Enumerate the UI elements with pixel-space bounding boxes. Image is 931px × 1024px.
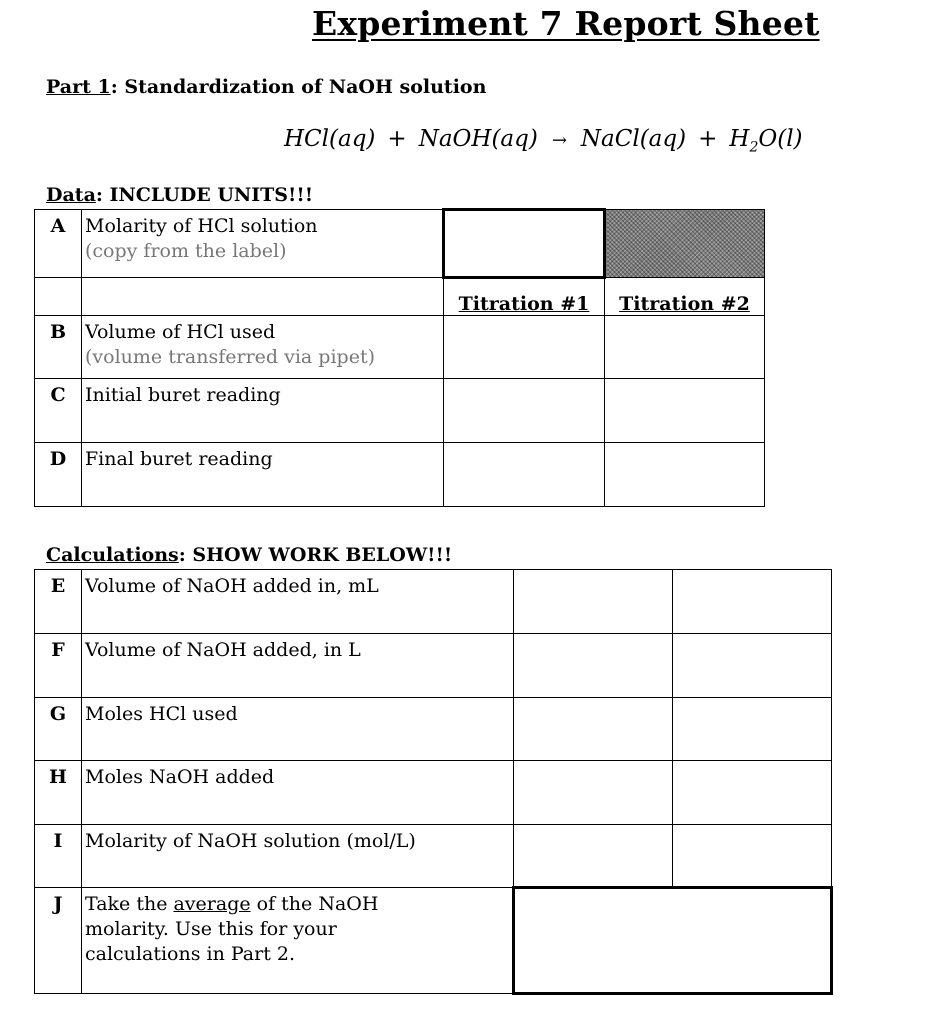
row-description: Moles HCl used xyxy=(82,698,514,761)
data-colon: : xyxy=(95,184,103,206)
input-cell-titration-1[interactable] xyxy=(444,316,605,379)
input-cell-titration-2[interactable] xyxy=(605,379,765,443)
row-description: Volume of NaOH added in, mL xyxy=(82,570,514,634)
row-text-pre: Take the xyxy=(85,893,174,915)
table-row-h xyxy=(35,761,832,825)
row-letter: H xyxy=(35,761,82,825)
table-row-a xyxy=(35,210,765,278)
row-description: Moles NaOH added xyxy=(82,761,514,825)
data-table xyxy=(34,208,765,507)
input-cell-titration-2[interactable] xyxy=(673,570,832,634)
part1-label: Part 1 xyxy=(46,76,111,98)
row-description: Final buret reading xyxy=(82,443,444,507)
input-cell-titration-2[interactable] xyxy=(673,698,832,761)
row-letter: J xyxy=(35,888,82,994)
eq-water-h: H xyxy=(729,126,750,152)
row-description xyxy=(82,210,444,278)
average-molarity-input-cell[interactable] xyxy=(514,888,832,994)
row-label: Volume of HCl used xyxy=(85,321,276,343)
table-row-j xyxy=(35,888,832,994)
input-cell-titration-2[interactable] xyxy=(605,443,765,507)
row-letter: D xyxy=(35,443,82,507)
eq-plus-1: + xyxy=(387,126,407,152)
eq-arrow: → xyxy=(551,130,567,151)
table-row-c xyxy=(35,379,765,443)
row-description-empty xyxy=(82,278,444,316)
calculations-text: SHOW WORK BELOW!!! xyxy=(185,544,453,566)
table-row-i xyxy=(35,825,832,888)
eq-plus-2: + xyxy=(698,126,718,152)
row-letter: F xyxy=(35,634,82,698)
part1-colon: : xyxy=(110,76,118,98)
table-row-g xyxy=(35,698,832,761)
row-hint: (copy from the label) xyxy=(85,240,287,262)
row-description: Initial buret reading xyxy=(82,379,444,443)
eq-nacl: NaCl(aq) xyxy=(580,126,687,152)
eq-water-o: O(l) xyxy=(758,126,803,152)
data-text: INCLUDE UNITS!!! xyxy=(102,184,314,206)
column-header-titration-1: Titration #1 xyxy=(444,278,605,316)
data-label: Data xyxy=(46,184,96,206)
row-letter: B xyxy=(35,316,82,379)
table-row-d xyxy=(35,443,765,507)
row-text-post: of the NaOH molarity. Use this for your calculations in Part 2. xyxy=(85,893,379,965)
row-description xyxy=(82,316,444,379)
table-row-e xyxy=(35,570,832,634)
row-letter-empty xyxy=(35,278,82,316)
input-cell-titration-1[interactable] xyxy=(514,698,673,761)
row-letter: E xyxy=(35,570,82,634)
row-label: Molarity of HCl solution xyxy=(85,215,318,237)
part1-heading xyxy=(46,76,486,98)
input-cell-titration-1[interactable] xyxy=(514,825,673,888)
input-cell-titration-1[interactable] xyxy=(514,634,673,698)
calculations-table xyxy=(34,569,833,995)
row-text-average: average xyxy=(173,893,251,915)
input-cell-titration-2[interactable] xyxy=(673,761,832,825)
input-cell-titration-1[interactable] xyxy=(444,443,605,507)
row-letter: I xyxy=(35,825,82,888)
eq-naoh: NaOH(aq) xyxy=(418,126,538,152)
eq-hcl: HCl(aq) xyxy=(284,126,376,152)
input-cell-titration-2[interactable] xyxy=(673,825,832,888)
eq-water xyxy=(729,126,803,156)
part1-text: Standardization of NaOH solution xyxy=(117,76,487,98)
input-cell-titration-1[interactable] xyxy=(444,379,605,443)
hcl-molarity-input-cell[interactable] xyxy=(444,210,605,278)
input-cell-titration-2[interactable] xyxy=(605,316,765,379)
row-description: Volume of NaOH added, in L xyxy=(82,634,514,698)
eq-water-sub: 2 xyxy=(749,139,759,156)
table-row-f xyxy=(35,634,832,698)
table-row-header xyxy=(35,278,765,316)
row-letter: C xyxy=(35,379,82,443)
reaction-equation xyxy=(284,126,803,156)
row-description: Molarity of NaOH solution (mol/L) xyxy=(82,825,514,888)
input-cell-titration-1[interactable] xyxy=(514,570,673,634)
calculations-label: Calculations xyxy=(46,544,179,566)
input-cell-titration-1[interactable] xyxy=(514,761,673,825)
data-heading xyxy=(46,184,313,206)
row-description xyxy=(82,888,514,994)
input-cell-titration-2[interactable] xyxy=(673,634,832,698)
hatched-blocked-cell xyxy=(605,210,765,278)
table-row-b xyxy=(35,316,765,379)
row-letter: A xyxy=(35,210,82,278)
page-title: Experiment 7 Report Sheet xyxy=(312,4,820,43)
calculations-colon: : xyxy=(178,544,186,566)
calculations-heading xyxy=(46,544,452,566)
row-hint: (volume transferred via pipet) xyxy=(85,346,375,368)
row-letter: G xyxy=(35,698,82,761)
column-header-titration-2: Titration #2 xyxy=(605,278,765,316)
